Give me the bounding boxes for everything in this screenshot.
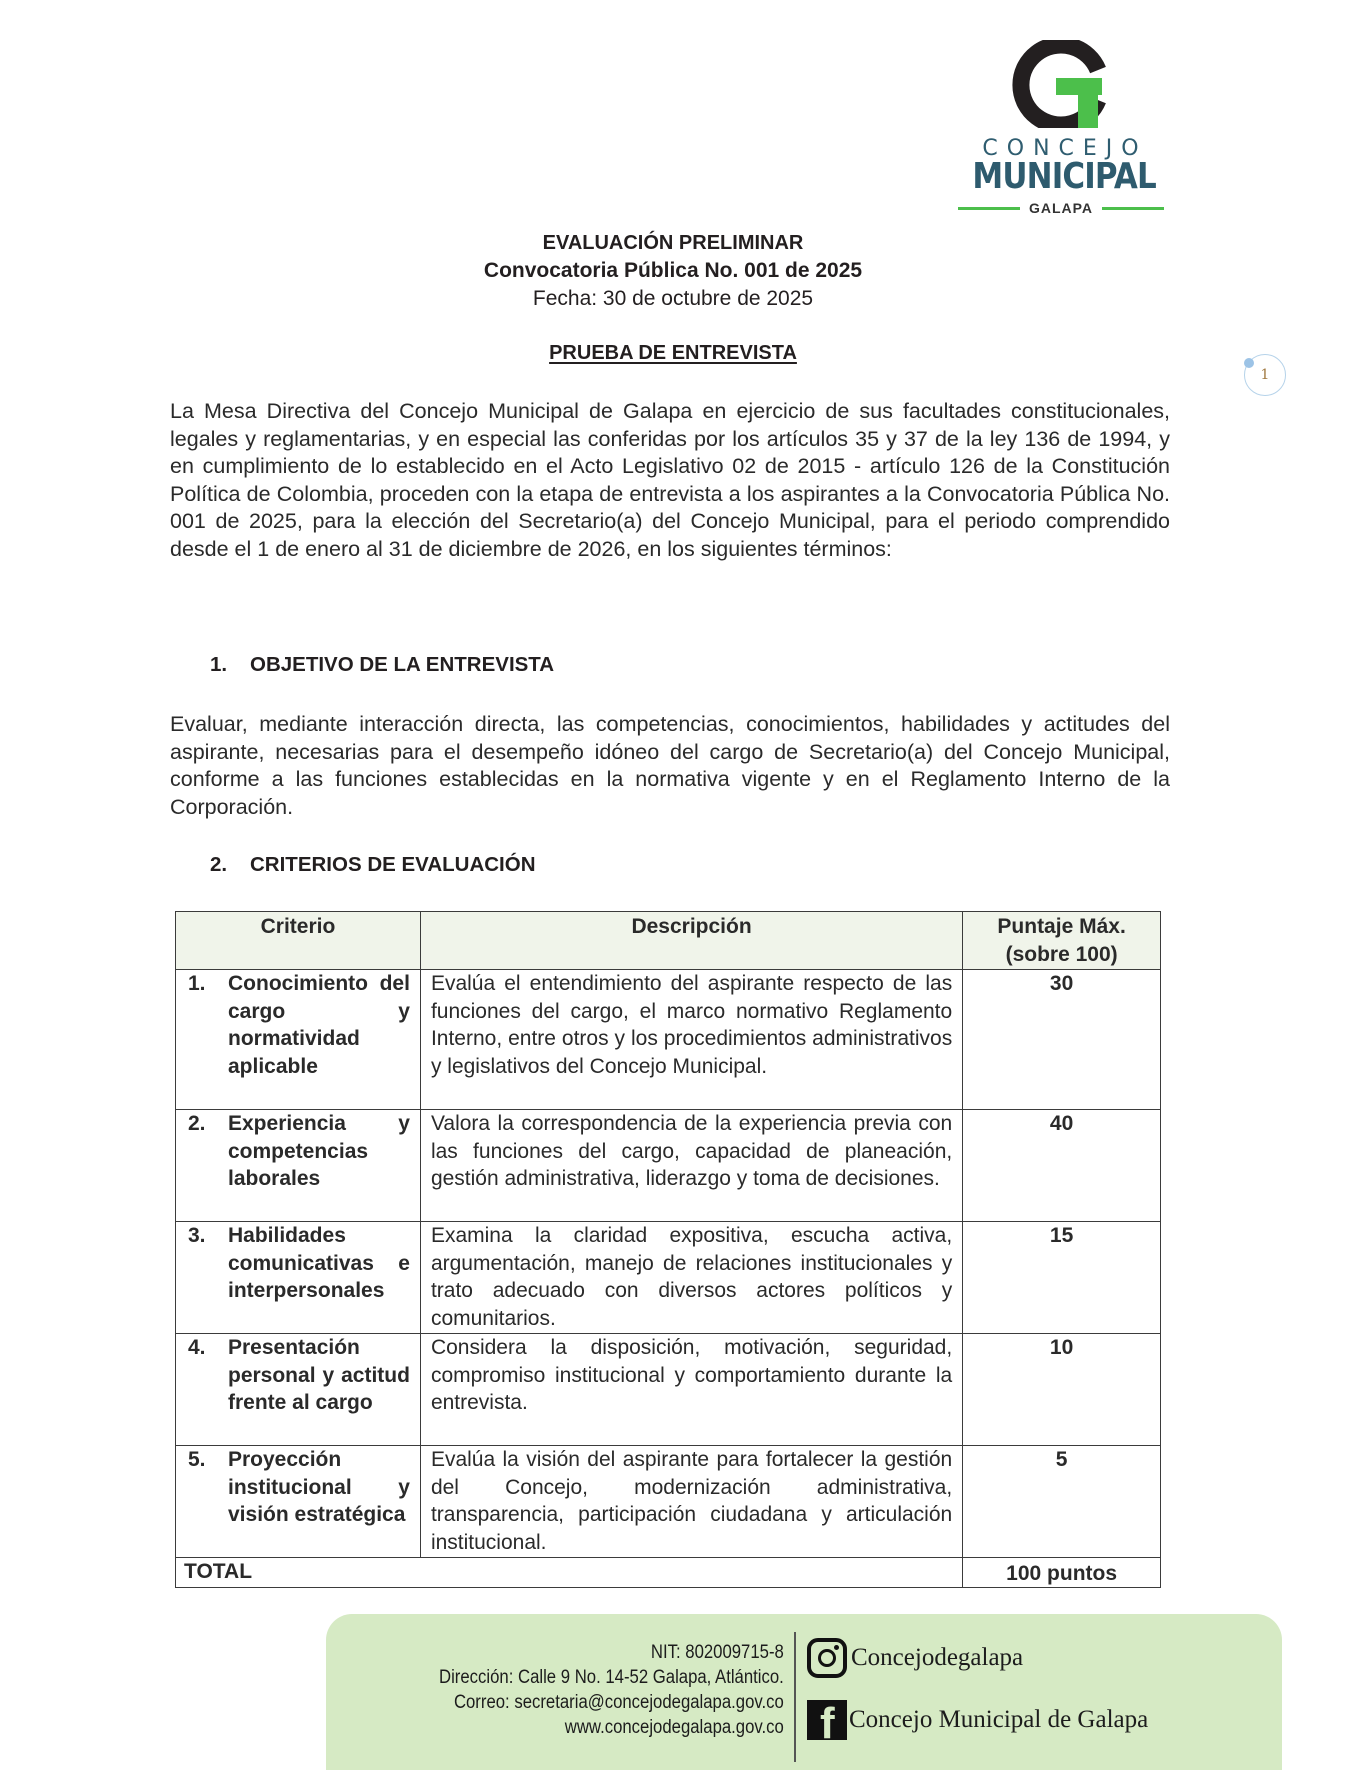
header-puntaje: Puntaje Máx. (sobre 100): [963, 912, 1161, 970]
logo-divider-left: [958, 207, 1020, 210]
table-row: [176, 970, 1161, 1110]
puntaje-cell: 15: [963, 1222, 1161, 1334]
instagram-link[interactable]: [807, 1636, 1148, 1680]
objective-paragraph: Evaluar, mediante interacción directa, las competencias, conocimientos, habilidades y actitudes del aspirante, necesarias para el desempeño idóneo del cargo de Secretario(a) del Concejo Municipal, conforme a las funciones establecidas en la normativa vigente y en el Reglamento Interno de la Corporación.: [170, 712, 1170, 819]
instagram-icon: [807, 1638, 847, 1678]
section-title: CRITERIOS DE EVALUACIÓN: [250, 853, 536, 876]
logo-concejo-text: CONCEJO: [982, 136, 1148, 161]
criterio-text: Conocimiento del cargo y normatividad aplicable: [228, 972, 410, 1078]
total-label: TOTAL: [176, 1557, 963, 1588]
logo-galapa-row: [958, 199, 1164, 217]
descripcion-cell: Valora la correspondencia de la experiencia previa con las funciones del cargo, capacidad de planeación, gestión administrativa, liderazgo y toma de decisiones.: [420, 1110, 962, 1222]
table-row: [176, 1446, 1161, 1557]
footer-nit: NIT: 802009715-8: [651, 1642, 784, 1663]
footer-email[interactable]: Correo: secretaria@concejodegalapa.gov.co: [454, 1692, 784, 1713]
criterio-number: 3.: [188, 1224, 206, 1248]
criterio-cell: [176, 1446, 421, 1557]
footer-contact-info: [439, 1640, 784, 1740]
table-row: [176, 1110, 1161, 1222]
table-row: [176, 1222, 1161, 1334]
concejo-logo: [958, 36, 1164, 222]
criterio-number: 1.: [188, 972, 206, 996]
document-date: Fecha: 30 de octubre de 2025: [532, 287, 814, 310]
criterio-cell: [176, 1222, 421, 1334]
footer-website[interactable]: www.concejodegalapa.gov.co: [564, 1717, 784, 1738]
descripcion-cell: Evalúa el entendimiento del aspirante respecto de las funciones del cargo, el marco normativo Reglamento Interno, entre otros y los procedimientos administrativos y legislativos del Concejo Municipal.: [420, 970, 962, 1110]
criterio-cell: [176, 970, 421, 1110]
instagram-handle: Concejodegalapa: [851, 1644, 1024, 1671]
criterio-number: 5.: [188, 1448, 206, 1472]
header-descripcion: Descripción: [420, 912, 962, 970]
footer-address: Dirección: Calle 9 No. 14-52 Galapa, Atlántico.: [439, 1667, 784, 1688]
puntaje-cell: 10: [963, 1334, 1161, 1446]
criterio-text: Presentación personal y actitud frente al cargo: [228, 1336, 410, 1415]
criteria-table: [175, 911, 1161, 1588]
logo-municipal-text: MUNICIPAL: [972, 156, 1156, 197]
total-value: 100 puntos: [963, 1557, 1161, 1588]
puntaje-cell: 5: [963, 1446, 1161, 1557]
descripcion-cell: Examina la claridad expositiva, escucha activa, argumentación, manejo de relaciones institucionales y trato adecuado con diversos actores políticos y comunitarios.: [420, 1222, 962, 1334]
document-subtitle: Convocatoria Pública No. 001 de 2025: [483, 259, 863, 282]
descripcion-cell: Evalúa la visión del aspirante para fortalecer la gestión del Concejo, modernización administrativa, transparencia, participación ciudadana y articulación institucional.: [420, 1446, 962, 1557]
logo-divider-right: [1102, 207, 1164, 210]
criterio-text: Habilidades comunicativas e interpersonales: [228, 1224, 410, 1303]
criterio-text: Proyección institucional y visión estratégica: [228, 1448, 410, 1527]
document-title: EVALUACIÓN PRELIMINAR: [542, 232, 804, 254]
footer-social: [807, 1636, 1148, 1760]
section-title: OBJETIVO DE LA ENTREVISTA: [250, 653, 555, 676]
table-row: [176, 1334, 1161, 1446]
puntaje-cell: 40: [963, 1110, 1161, 1222]
logo-g-mark-icon: [1012, 40, 1110, 128]
criterio-number: 2.: [188, 1112, 206, 1136]
criterio-number: 4.: [188, 1336, 206, 1360]
criterio-text: Experiencia y competencias laborales: [228, 1112, 410, 1191]
section-heading-criterios: [210, 853, 536, 877]
criterio-cell: [176, 1334, 421, 1446]
logo-galapa-text: GALAPA: [1028, 200, 1094, 216]
descripcion-cell: Considera la disposición, motivación, seguridad, compromiso institucional y comportamiento durante la entrevista.: [420, 1334, 962, 1446]
table-total-row: [176, 1557, 1161, 1588]
section-number: 2.: [210, 853, 228, 876]
facebook-page: Concejo Municipal de Galapa: [849, 1706, 1149, 1733]
header-criterio: Criterio: [176, 912, 421, 970]
facebook-link[interactable]: [807, 1698, 1148, 1742]
section-title-prueba: PRUEBA DE ENTREVISTA: [549, 342, 797, 364]
footer-divider: [794, 1632, 796, 1762]
page-number: 1: [1260, 367, 1270, 383]
table-header-row: [176, 912, 1161, 970]
page-footer: [326, 1614, 1282, 1770]
section-number: 1.: [210, 653, 228, 676]
facebook-icon: f: [807, 1700, 847, 1740]
criterio-cell: [176, 1110, 421, 1222]
intro-paragraph: La Mesa Directiva del Concejo Municipal de Galapa en ejercicio de sus facultades constitucionales, legales y reglamentarias, y en especial las conferidas por los artículos 35 y 37 de la ley 136 de 1994, y en cumplimiento de lo establecido en el Acto Legislativo 02 de 2015 - artículo 126 de la Constitución Política de Colombia, proceden con la etapa de entrevista a los aspirantes a la Convocatoria Pública No. 001 de 2025, para la elección del Secretario(a) del Concejo Municipal, para el periodo comprendido desde el 1 de enero al 31 de diciembre de 2026, en los siguientes términos:: [170, 399, 1170, 561]
puntaje-cell: 30: [963, 970, 1161, 1110]
section-heading-objetivo: [210, 653, 554, 677]
